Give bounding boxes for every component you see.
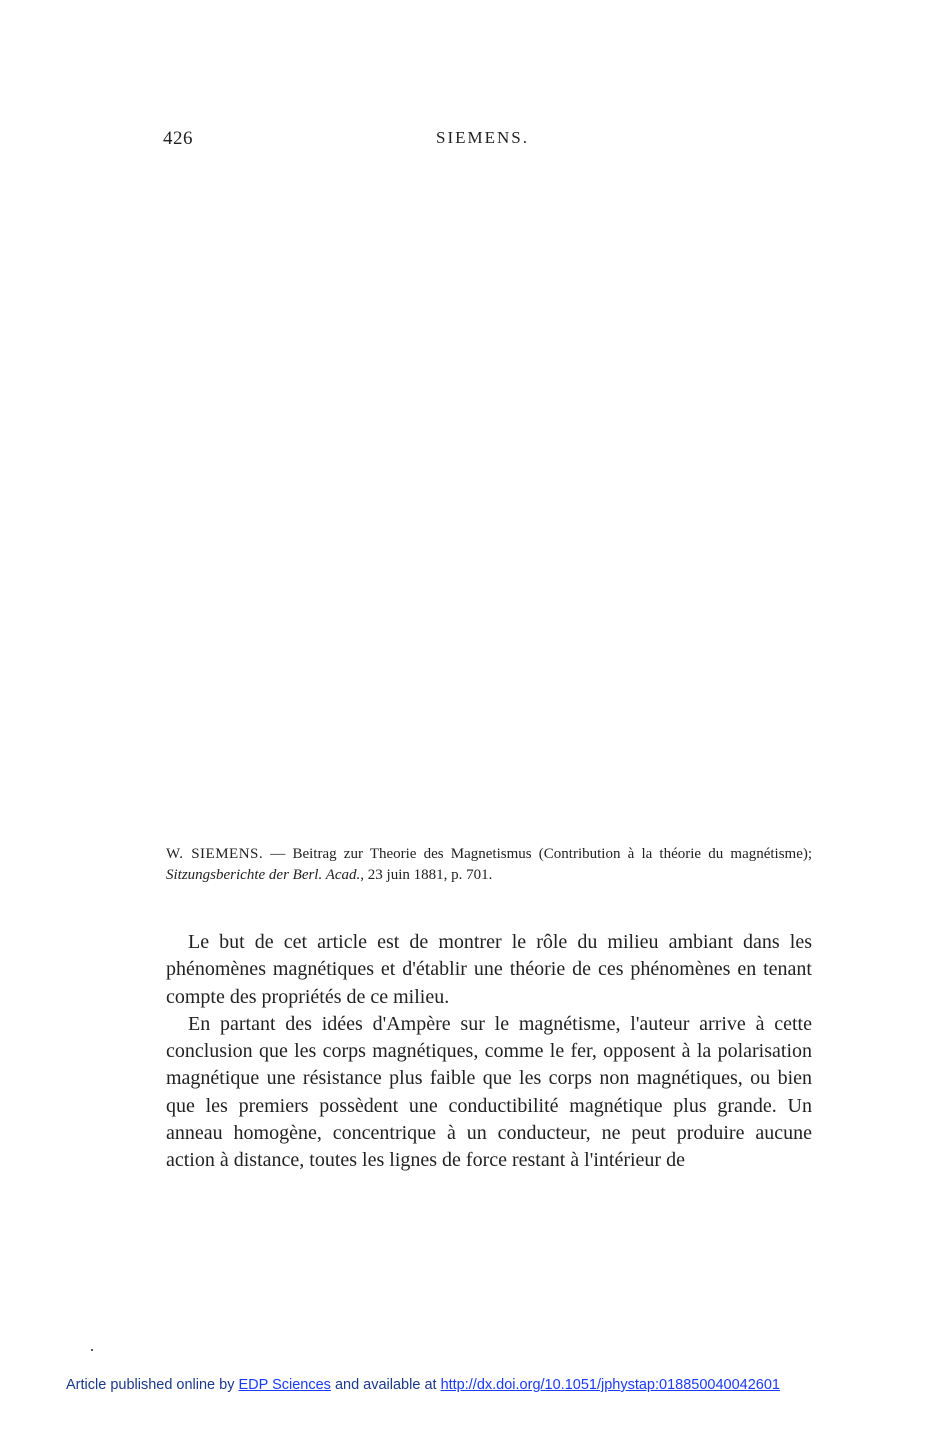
footer-middle: and available at bbox=[334, 1377, 437, 1393]
paragraph: Le but de cet article est de montrer le rôle du milieu ambiant dans les phénomènes magnétiques et d'établir une théorie de ces phénomènes en tenant compte des propriétés de ce milieu. bbox=[166, 931, 812, 1008]
footer-prefix: Article published online by bbox=[66, 1377, 235, 1393]
citation-separator: — bbox=[270, 846, 286, 862]
publisher-link[interactable]: EDP Sciences bbox=[238, 1377, 331, 1393]
doi-link[interactable]: http://dx.doi.org/10.1051/jphystap:018850040042601 bbox=[440, 1377, 780, 1393]
paragraph: En partant des idées d'Ampère sur le magnétisme, l'auteur arrive à cette conclusion que les corps magnétiques, comme le fer, opposent à la polarisation magnétique une résistance plus faible que les corps non magnétiques, ou bien que les premiers possèdent une conductibilité magnétique plus grande. Un anneau homogène, concentrique à un conducteur, ne peut produire aucune action à distance, toutes les lignes de force restant à l'intérieur de bbox=[166, 1012, 812, 1172]
citation-title-fr: (Contribution à la théorie du magnétisme); bbox=[538, 846, 813, 862]
stray-mark bbox=[91, 1349, 93, 1351]
bibliographic-citation bbox=[166, 844, 812, 886]
article-body bbox=[166, 929, 812, 1175]
running-title: SIEMENS. bbox=[436, 128, 529, 147]
citation-date: , 23 juin 1881, bbox=[360, 867, 448, 883]
citation-page: p. 701. bbox=[451, 867, 493, 883]
publication-footer bbox=[66, 1377, 780, 1393]
citation-title-de: Beitrag zur Theorie des Magnetismus bbox=[292, 846, 532, 862]
page-number: 426 bbox=[163, 128, 193, 149]
citation-author: W. SIEMENS. bbox=[166, 846, 264, 862]
citation-journal: Sitzungsberichte der Berl. Acad. bbox=[166, 867, 361, 883]
